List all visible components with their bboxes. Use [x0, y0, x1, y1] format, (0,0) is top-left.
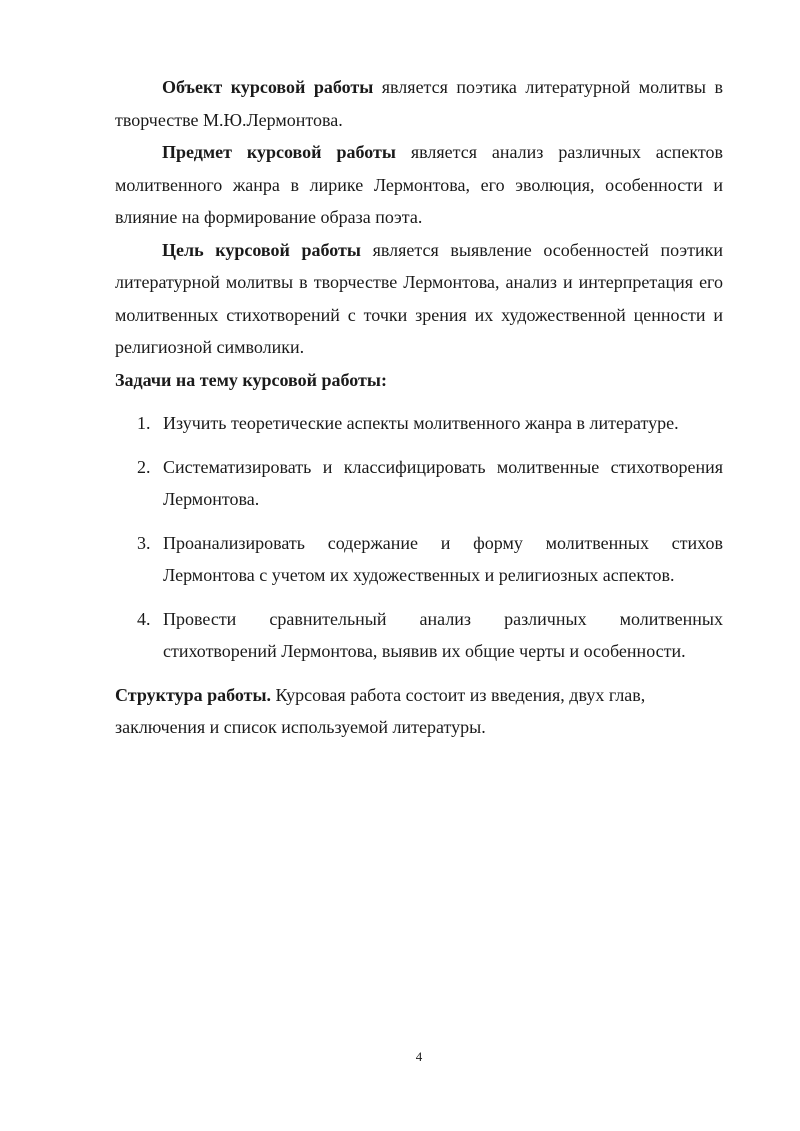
list-item-number: 4.	[137, 608, 151, 629]
list-item-text: Изучить теоретические аспекты молитвенного жанра в литературе.	[163, 413, 679, 433]
list-item	[115, 527, 723, 592]
page-number: 4	[415, 1049, 423, 1064]
list-item-number: 2.	[137, 456, 151, 477]
list-item-text: Проанализировать содержание и форму молитвенных стихов Лермонтова с учетом их художественных и религиозных аспектов.	[163, 532, 723, 585]
document-body	[115, 71, 723, 744]
paragraph-subject	[115, 136, 723, 234]
paragraph-structure-text-line2: заключения и список используемой литературы.	[115, 717, 486, 737]
paragraph-structure-text-line1: Курсовая работа состоит из введения, двух глав,	[271, 684, 646, 705]
paragraph-object-text: является поэтика литературной молитвы в творчестве М.Ю.Лермонтова.	[115, 77, 723, 130]
paragraph-object-term: Объект курсовой работы	[162, 77, 374, 97]
paragraph-subject-text: является анализ различных аспектов молитвенного жанра в лирике Лермонтова, его эволюция, особенности и влияние на формирование образа поэта.	[115, 142, 724, 227]
list-item-text: Систематизировать и классифицировать молитвенные стихотворения Лермонтова.	[163, 456, 723, 509]
paragraph-subject-term: Предмет курсовой работы	[162, 142, 396, 162]
paragraph-goal-term: Цель курсовой работы	[162, 239, 361, 260]
paragraph-structure-term: Структура работы.	[115, 684, 272, 705]
list-item	[115, 603, 723, 668]
list-item	[115, 451, 723, 516]
paragraph-goal-text: является выявление особенностей поэтики литературной молитвы в творчестве Лермонтова, анализ и интерпретация его молитвенных стихотворений с точки зрения их художественной ценности и религиозной символики.	[115, 239, 723, 357]
list-item-number: 3.	[137, 532, 151, 553]
paragraph-goal	[115, 234, 723, 364]
paragraph-structure	[115, 679, 723, 744]
list-item-text: Провести сравнительный анализ различных молитвенных стихотворений Лермонтова, выявив их общие черты и особенности.	[163, 608, 723, 661]
tasks-list	[115, 407, 723, 668]
tasks-heading: Задачи на тему курсовой работы:	[115, 369, 387, 390]
list-item	[115, 407, 723, 440]
list-item-number: 1.	[137, 413, 151, 433]
paragraph-object	[115, 71, 723, 136]
